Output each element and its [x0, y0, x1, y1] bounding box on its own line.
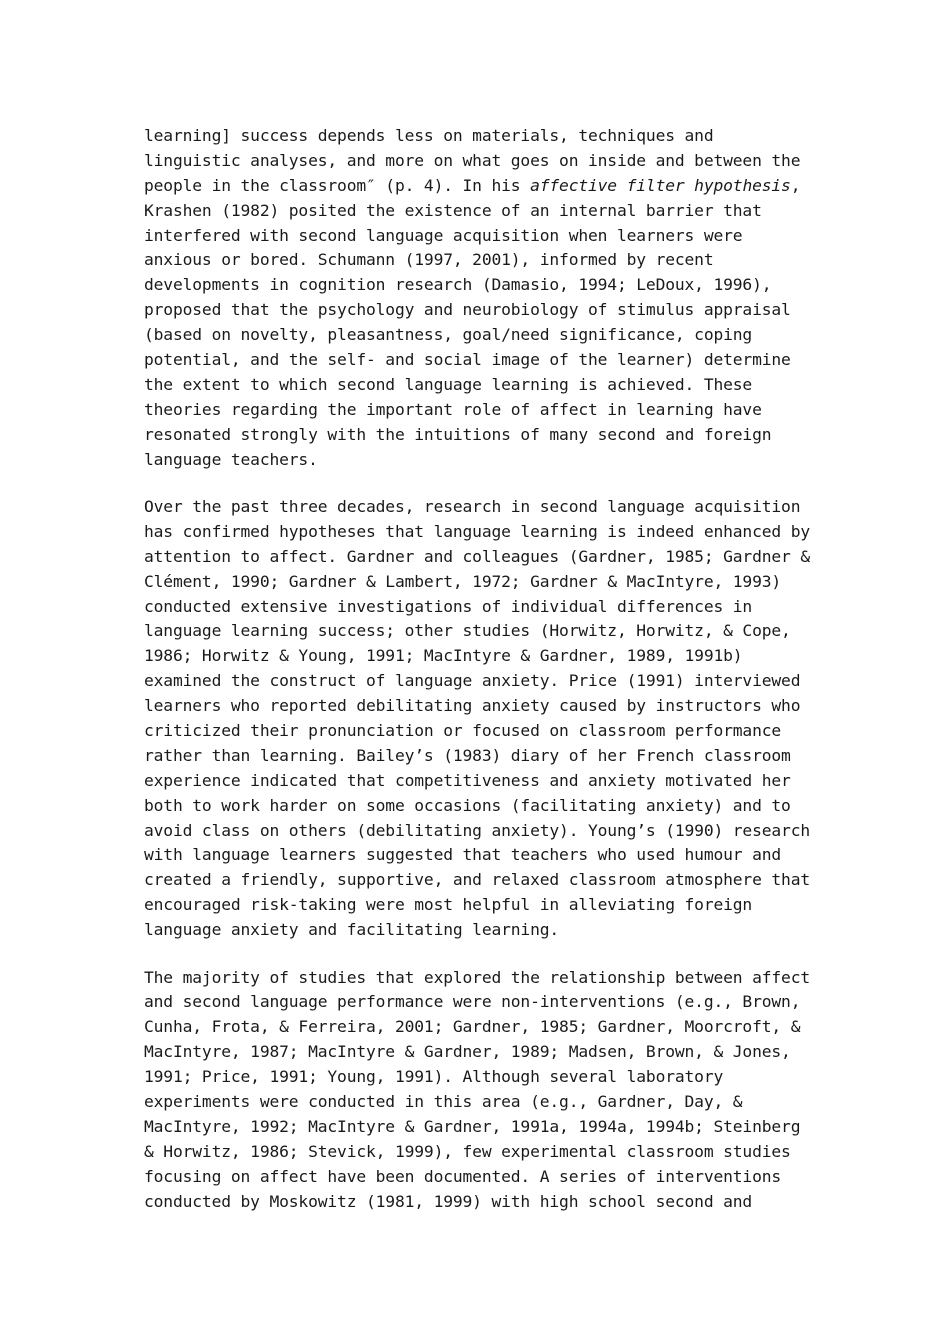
text-line: conducted extensive investigations of individual differences in: [144, 596, 753, 616]
text-line: [144, 174, 824, 199]
text-line: Cunha, Frota, & Ferreira, 2001; Gardner, 1985; Gardner, Moorcroft, &: [144, 1017, 801, 1037]
text-line: MacIntyre, 1987; MacIntyre & Gardner, 1989; Madsen, Brown, & Jones,: [144, 1042, 791, 1062]
paragraph-gap: [144, 943, 824, 966]
text-line: avoid class on others (debilitating anxiety). Young’s (1990) research: [144, 820, 810, 840]
text-line: experience indicated that competitiveness and anxiety motivated her: [144, 770, 791, 790]
text-line: created a friendly, supportive, and relaxed classroom atmosphere that: [144, 870, 810, 890]
text-line: Over the past three decades, research in second language acquisition: [144, 496, 801, 516]
text-line: encouraged risk-taking were most helpful in alleviating foreign: [144, 895, 753, 915]
text-line: MacIntyre, 1992; MacIntyre & Gardner, 1991a, 1994a, 1994b; Steinberg: [144, 1116, 801, 1136]
text-line: language learning success; other studies (Horwitz, Horwitz, & Cope,: [144, 621, 791, 641]
text-line: examined the construct of language anxiety. Price (1991) interviewed: [144, 671, 801, 691]
text-line: (based on novelty, pleasantness, goal/need significance, coping: [144, 325, 753, 345]
text-line: anxious or bored. Schumann (1997, 2001), informed by recent: [144, 250, 714, 270]
text-line: conducted by Moskowitz (1981, 1999) with high school second and: [144, 1191, 753, 1211]
paragraph-gap: [144, 472, 824, 495]
text-line: language anxiety and facilitating learning.: [144, 920, 560, 940]
text-line: learning] success depends less on materials, techniques and: [144, 126, 714, 145]
text-line: 1991; Price, 1991; Young, 1991). Although several laboratory: [144, 1067, 724, 1087]
document-page: [144, 124, 824, 1214]
text-line: and second language performance were non-interventions (e.g., Brown,: [144, 992, 801, 1012]
paragraph-1: [144, 124, 824, 472]
text-line: focusing on affect have been documented. A series of interventions: [144, 1166, 782, 1186]
text-line: rather than learning. Bailey’s (1983) diary of her French classroom: [144, 745, 791, 765]
text-line: the extent to which second language learning is achieved. These: [144, 374, 753, 394]
text-line: experiments were conducted in this area (e.g., Gardner, Day, &: [144, 1091, 743, 1111]
text-line: both to work harder on some occasions (facilitating anxiety) and to: [144, 795, 791, 815]
text-line: attention to affect. Gardner and colleagues (Gardner, 1985; Gardner &: [144, 546, 810, 566]
text-line: has confirmed hypotheses that language learning is indeed enhanced by: [144, 521, 810, 541]
paragraph-3: [144, 966, 824, 1215]
text-span: people in the classroom″ (p. 4). In his: [144, 175, 531, 195]
paragraph-2: [144, 495, 824, 943]
text-line: 1986; Horwitz & Young, 1991; MacIntyre & Gardner, 1989, 1991b): [144, 646, 743, 666]
text-line: interfered with second language acquisition when learners were: [144, 225, 743, 245]
text-line: developments in cognition research (Damasio, 1994; LeDoux, 1996),: [144, 275, 772, 295]
text-line: learners who reported debilitating anxiety caused by instructors who: [144, 696, 801, 716]
text-line: Krashen (1982) posited the existence of an internal barrier that: [144, 200, 762, 220]
text-line: theories regarding the important role of affect in learning have: [144, 399, 762, 419]
text-line: resonated strongly with the intuitions of many second and foreign: [144, 424, 772, 444]
text-line: potential, and the self- and social image of the learner) determine: [144, 350, 791, 370]
text-line: linguistic analyses, and more on what goes on inside and between the: [144, 150, 801, 170]
text-line: The majority of studies that explored the relationship between affect: [144, 967, 810, 987]
text-line: proposed that the psychology and neurobiology of stimulus appraisal: [144, 300, 791, 320]
text-line: language teachers.: [144, 449, 318, 469]
text-line: Clément, 1990; Gardner & Lambert, 1972; Gardner & MacIntyre, 1993): [144, 571, 782, 591]
text-line: criticized their pronunciation or focused on classroom performance: [144, 720, 782, 740]
italic-term: affective filter hypothesis: [530, 175, 791, 195]
text-line: with language learners suggested that teachers who used humour and: [144, 845, 782, 865]
text-span: ,: [790, 175, 801, 195]
text-line: & Horwitz, 1986; Stevick, 1999), few experimental classroom studies: [144, 1141, 791, 1161]
